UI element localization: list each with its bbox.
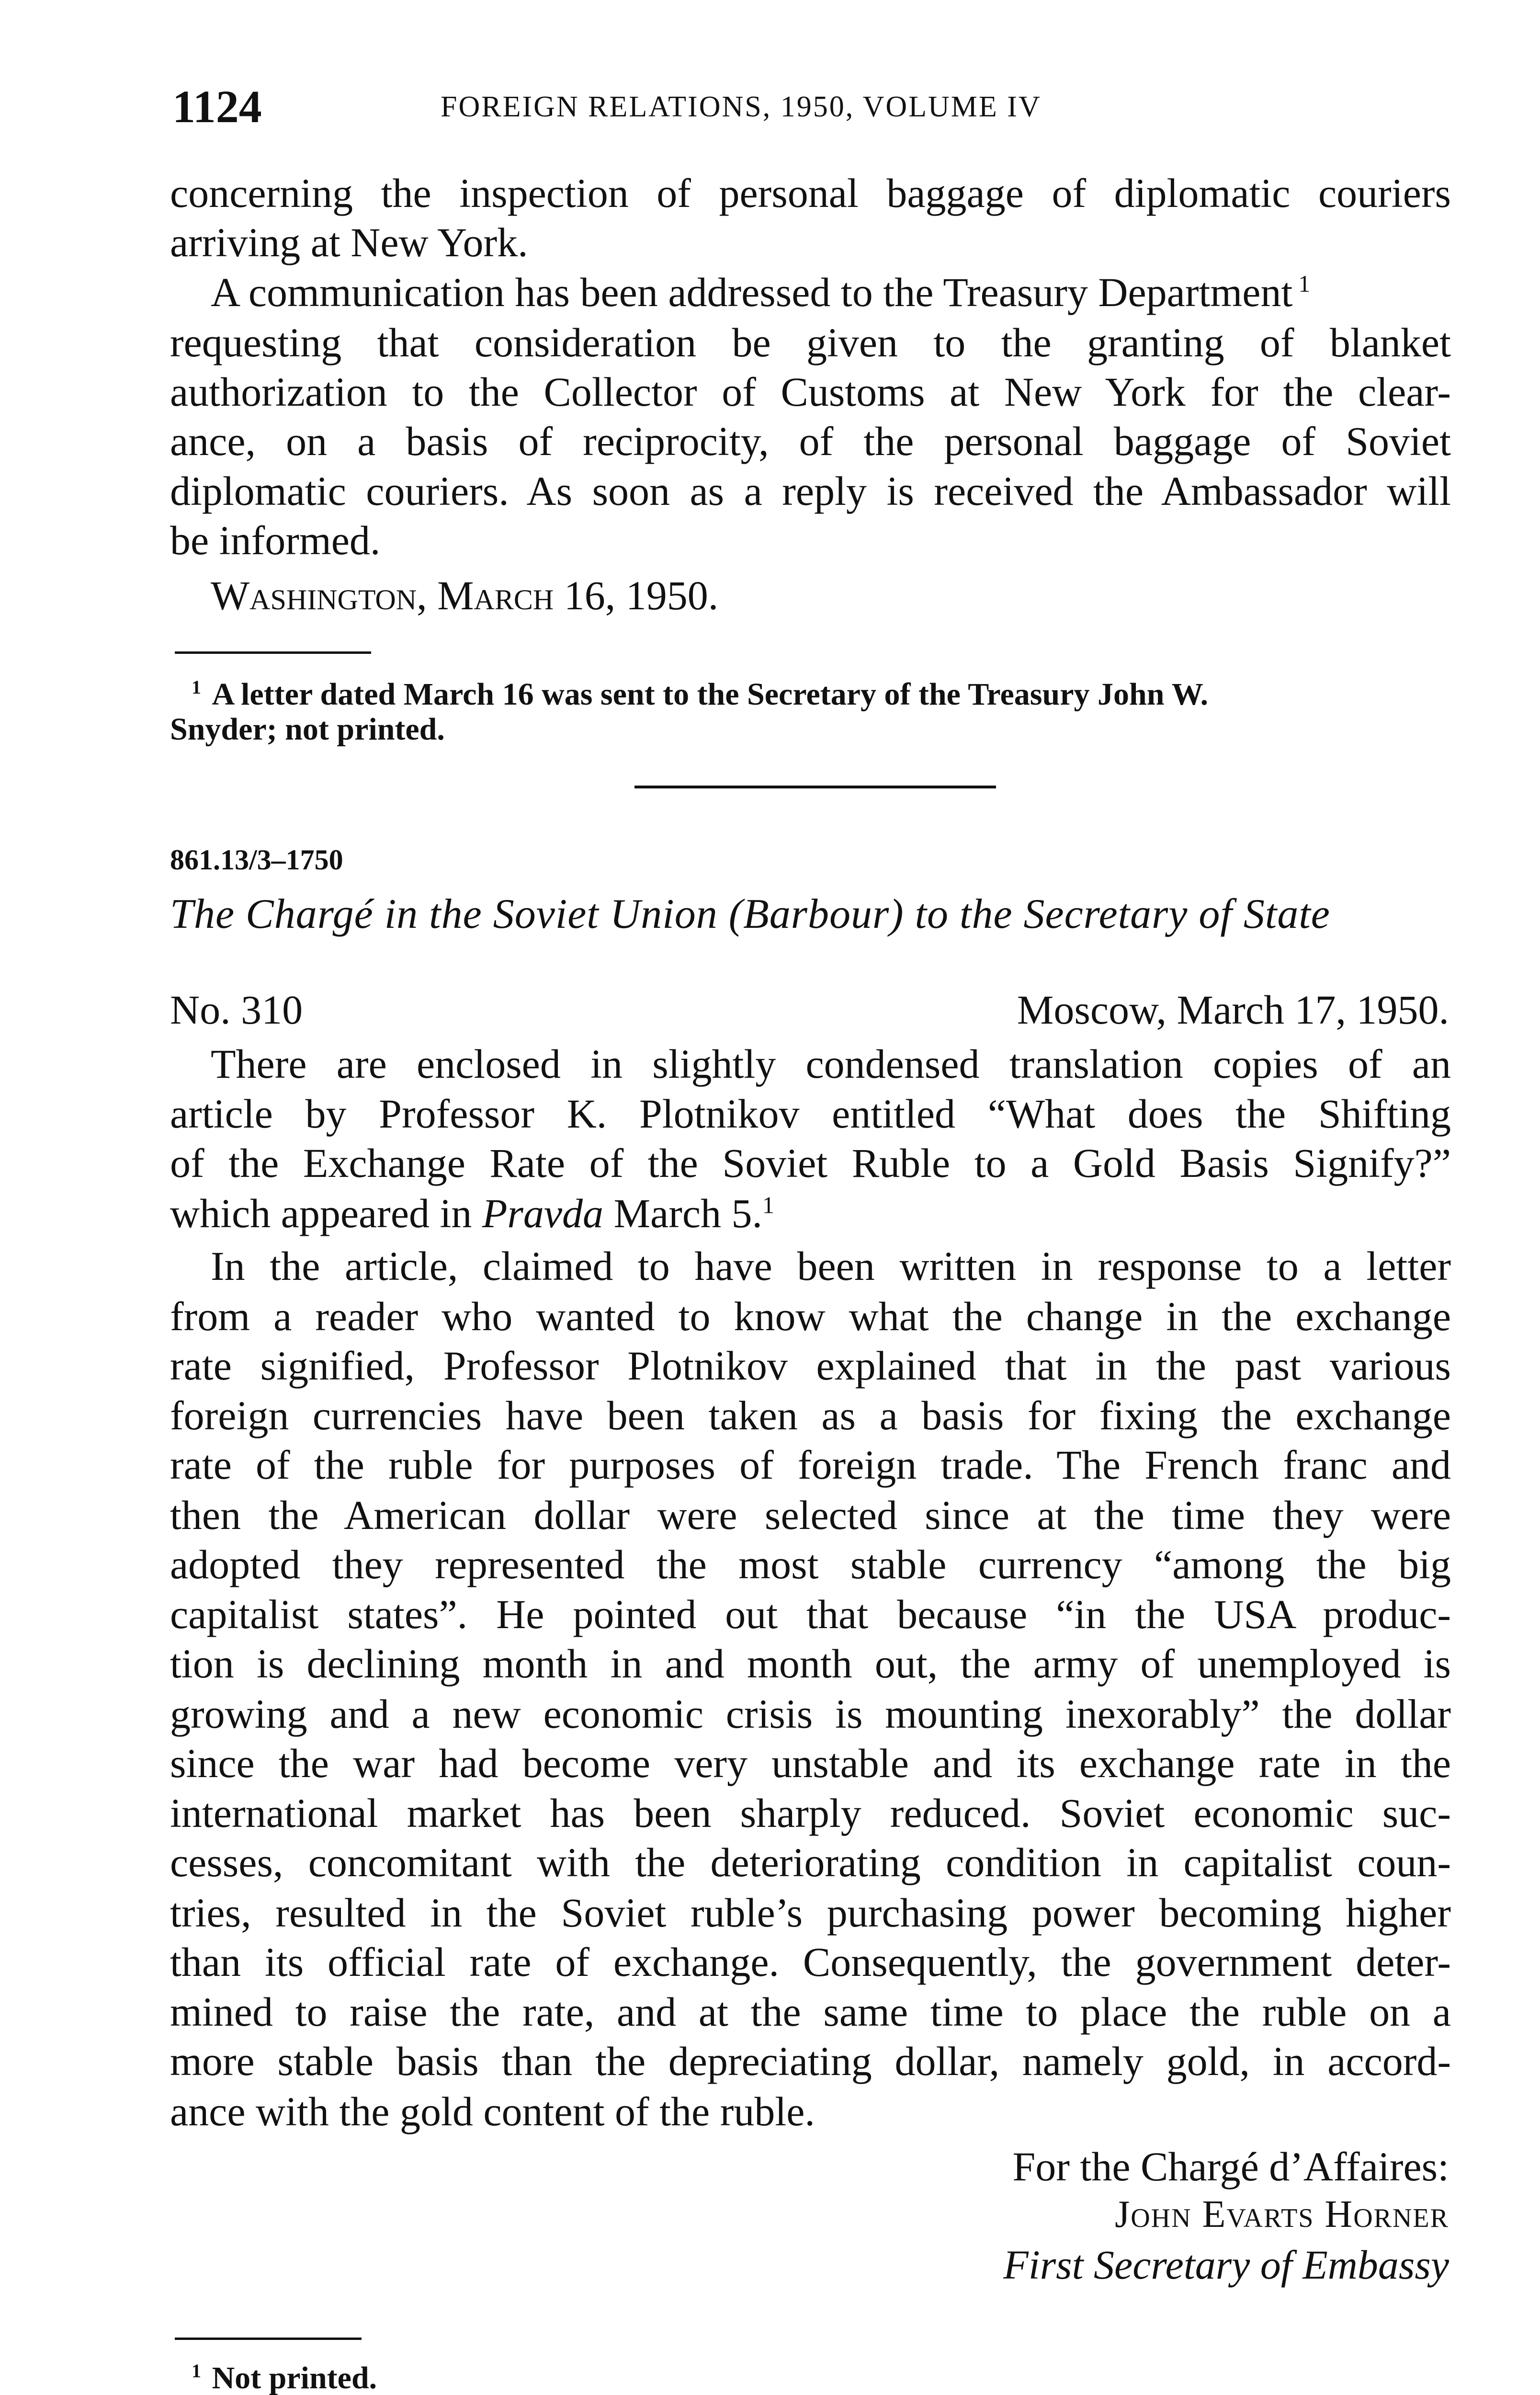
text-line: authorization to the Collector of Customs at New York for the clear- (170, 369, 1451, 415)
signature-name: John Evarts Horner (1115, 2193, 1449, 2235)
text-line: of the Exchange Rate of the Soviet Ruble to a Gold Basis Signify?” (170, 1140, 1451, 1186)
text-line: capitalist states”. He pointed out that because “in the USA produc- (170, 1591, 1451, 1637)
text-line: ance with the gold content of the ruble. (170, 2088, 815, 2134)
footnote-rule (175, 2338, 362, 2340)
place-date: Washington, March 16, 1950. (211, 572, 719, 618)
document-heading: The Chargé in the Soviet Union (Barbour) to the Secretary of State (170, 891, 1330, 937)
text-line: There are enclosed in slightly condensed translation copies of an (211, 1041, 1451, 1087)
text-line: since the war had become very unstable and its exchange rate in the (170, 1740, 1451, 1786)
text-line: than its official rate of exchange. Consequently, the government deter- (170, 1939, 1451, 1985)
text-line: ance, on a basis of reciprocity, of the personal baggage of Soviet (170, 418, 1451, 464)
dateline: Moscow, March 17, 1950. (1017, 987, 1449, 1033)
text-line (170, 1190, 775, 1236)
text-line: foreign currencies have been taken as a basis for fixing the exchange (170, 1392, 1451, 1438)
text-line: growing and a new economic crisis is mounting inexorably” the dollar (170, 1691, 1451, 1737)
page-number: 1124 (172, 81, 262, 132)
text-line: then the American dollar were selected since at the time they were (170, 1492, 1451, 1538)
text-line: rate of the ruble for purposes of foreign trade. The French franc and (170, 1442, 1451, 1488)
text-line: In the article, claimed to have been written in response to a letter (211, 1243, 1451, 1289)
running-title: FOREIGN RELATIONS, 1950, VOLUME IV (441, 91, 1042, 123)
text-segment: March 5. (613, 1190, 763, 1236)
section-divider (634, 786, 996, 788)
footnote-text: A letter dated March 16 was sent to the Secretary of the Treasury John W. (212, 677, 1209, 712)
document-number: No. 310 (170, 987, 303, 1033)
text-line: article by Professor K. Plotnikov entitled “What does the Shifting (170, 1091, 1451, 1137)
text-line: requesting that consideration be given to the granting of blanket (170, 319, 1451, 365)
text-line: mined to raise the rate, and at the same time to place the ruble on a (170, 1989, 1451, 2035)
footnote (192, 2361, 377, 2394)
footnote-text: Not printed. (212, 2361, 377, 2395)
text-line: arriving at New York. (170, 219, 528, 265)
signature-for: For the Chargé d’Affaires: (1012, 2144, 1449, 2190)
text-line: more stable basis than the depreciating dollar, namely gold, in accord- (170, 2038, 1451, 2084)
text-line: concerning the inspection of personal baggage of diplomatic couriers (170, 170, 1451, 216)
text-segment: A communication has been addressed to the Treasury Department (211, 269, 1293, 315)
text-line: from a reader who wanted to know what the change in the exchange (170, 1293, 1451, 1339)
footnote (192, 678, 1208, 710)
text-line: tion is declining month in and month out, the army of unemployed is (170, 1641, 1451, 1687)
file-number: 861.13/3–1750 (170, 844, 343, 876)
footnote-mark: 1 (1298, 270, 1311, 297)
footnote-mark: 1 (192, 2360, 201, 2382)
text-line: diplomatic couriers. As soon as a reply is received the Ambassador will (170, 468, 1451, 514)
text-line (211, 269, 1451, 315)
text-line: be informed. (170, 517, 381, 563)
footnote-text: Snyder; not printed. (170, 712, 445, 747)
text-segment: which appeared in (170, 1190, 472, 1236)
newspaper-title: Pravda (482, 1190, 604, 1236)
footnote-mark: 1 (762, 1191, 775, 1219)
text-line: rate signified, Professor Plotnikov explained that in the past various (170, 1343, 1451, 1389)
signature-title: First Secretary of Embassy (1003, 2242, 1449, 2288)
text-line: adopted they represented the most stable currency “among the big (170, 1541, 1451, 1587)
text-line: international market has been sharply reduced. Soviet economic suc- (170, 1790, 1451, 1836)
footnote-rule (175, 651, 371, 654)
text-line: tries, resulted in the Soviet ruble’s purchasing power becoming higher (170, 1890, 1451, 1936)
text-line: cesses, concomitant with the deteriorating condition in capitalist coun- (170, 1839, 1451, 1885)
footnote-mark: 1 (192, 676, 201, 698)
